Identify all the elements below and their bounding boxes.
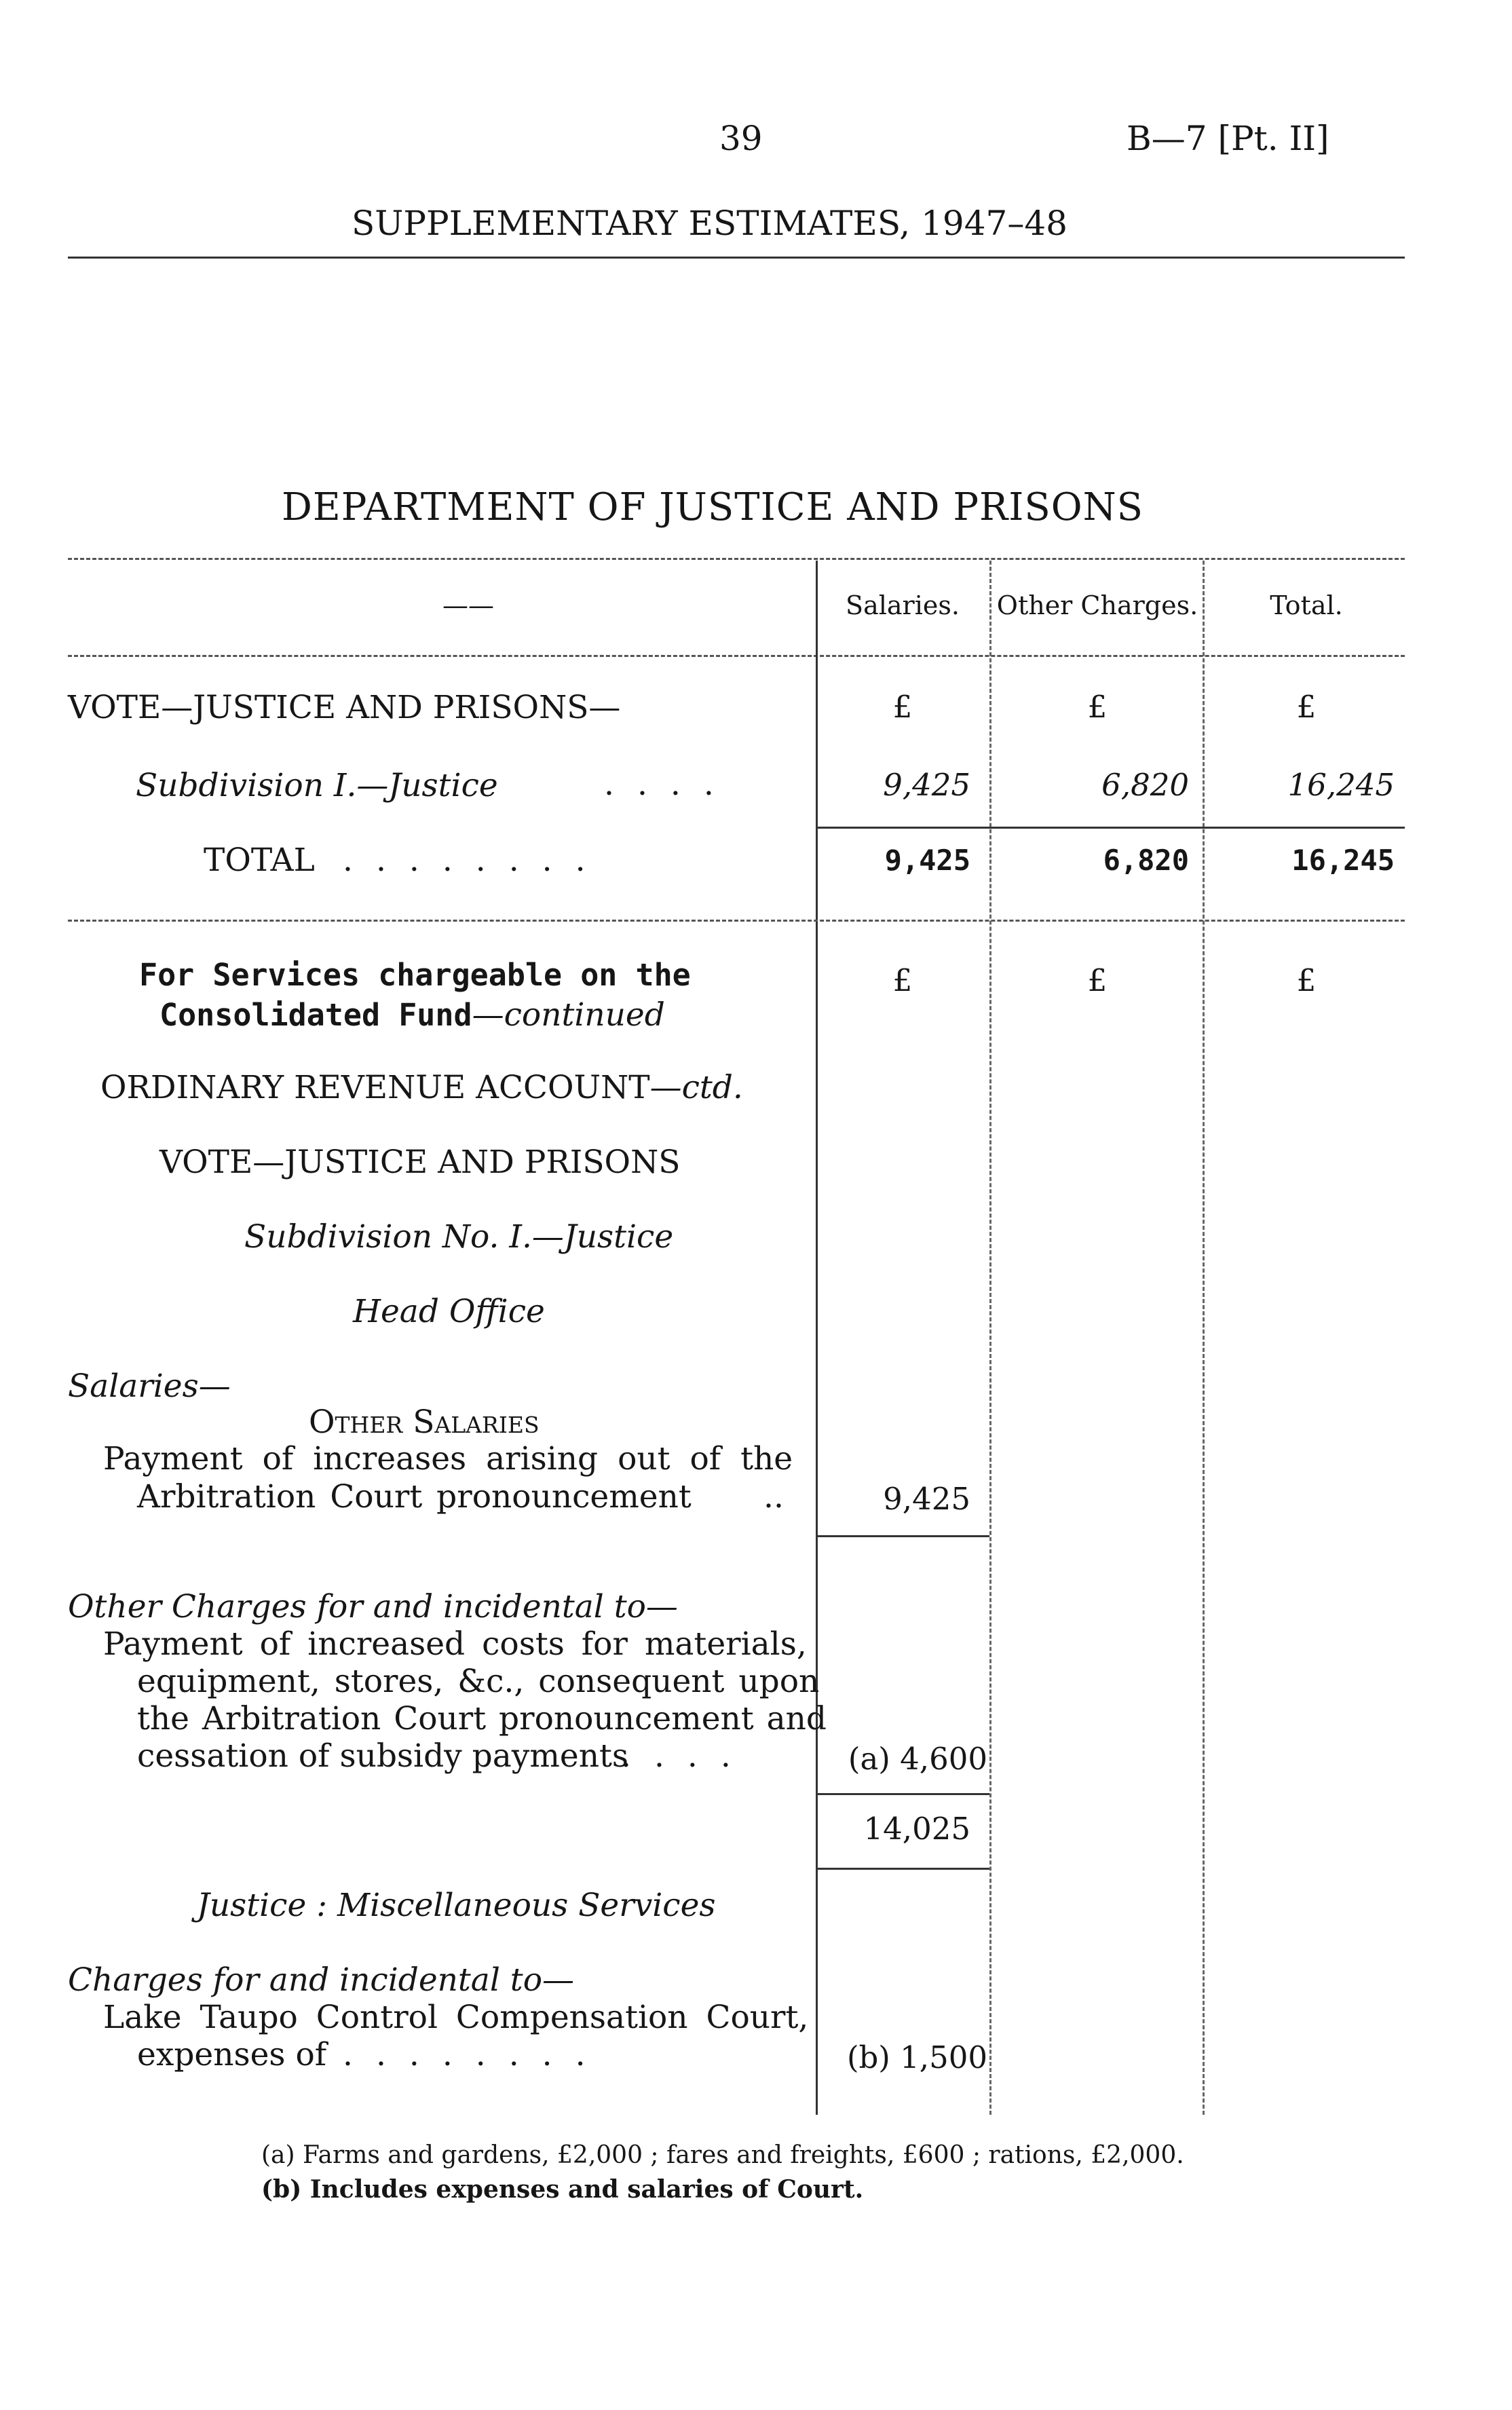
summary-total-other: 6,820 — [1103, 844, 1189, 877]
column-line-2 — [989, 561, 991, 2115]
summary-subdivision-total: 16,245 — [1287, 767, 1395, 803]
salaries-label: Salaries— — [68, 1368, 231, 1405]
salaries-amount: 9,425 — [883, 1481, 970, 1517]
summary-subdivision-salaries: 9,425 — [883, 767, 970, 803]
head-office-subtotal: 14,025 — [863, 1811, 970, 1847]
summary-total-rule — [818, 827, 1405, 829]
summary-subdivision-leader: .... — [604, 766, 737, 803]
head-office-heading: Head Office — [353, 1293, 545, 1330]
lake-taupo-leader: ........ — [343, 2036, 609, 2073]
ordinary-revenue-heading — [100, 1069, 743, 1106]
other-charges-line-4: cessation of subsidy payments — [137, 1737, 628, 1775]
lake-taupo-line-2: expenses of — [137, 2036, 327, 2073]
services-heading-continued: —continued — [472, 996, 665, 1034]
table-top-rule — [68, 558, 1405, 560]
ordinary-revenue-text: ORDINARY REVENUE ACCOUNT — [100, 1069, 650, 1106]
ordinary-revenue-ctd: —ctd. — [649, 1069, 743, 1106]
summary-total-leader: ........ — [343, 842, 609, 879]
other-charges-rule — [818, 1793, 989, 1795]
footnote-a: (a) Farms and gardens, £2,000 ; fares and freights, £600 ; rations, £2,000. — [261, 2141, 1184, 2169]
salaries-description-line-1: Payment of increases arising out of the — [103, 1440, 793, 1477]
footnote-b: (b) Includes expenses and salaries of Court. — [261, 2175, 864, 2204]
department-heading: DEPARTMENT OF JUSTICE AND PRISONS — [282, 485, 1144, 529]
summary-pound-other: £ — [1087, 689, 1108, 725]
other-charges-label: Other Charges for and incidental to— — [68, 1588, 678, 1625]
summary-total-total: 16,245 — [1291, 844, 1395, 877]
lake-taupo-amount: (b) 1,500 — [846, 2039, 987, 2075]
summary-subdivision-other: 6,820 — [1101, 767, 1189, 803]
summary-subdivision-label: Subdivision I.—Justice — [136, 767, 498, 804]
column-header-other-charges: Other Charges. — [996, 590, 1198, 620]
other-charges-leader: .... — [621, 1737, 754, 1775]
other-charges-line-3: the Arbitration Court pronouncement and — [137, 1700, 827, 1737]
other-charges-line-2: equipment, stores, &c., consequent upon — [137, 1663, 820, 1700]
summary-pound-total: £ — [1296, 689, 1317, 725]
detail-pound-salaries: £ — [892, 962, 913, 998]
charges-label: Charges for and incidental to— — [68, 1961, 574, 1999]
page-reference: B—7 [Pt. II] — [1127, 119, 1329, 158]
other-charges-line-1: Payment of increased costs for materials, — [103, 1625, 807, 1663]
summary-pound-salaries: £ — [892, 689, 913, 725]
column-header-blank: —— — [442, 590, 494, 620]
detail-pound-total: £ — [1296, 962, 1317, 998]
detail-subdivision-heading: Subdivision No. I.—Justice — [244, 1218, 674, 1256]
page-number: 39 — [719, 119, 763, 158]
services-heading-fund: Consolidated Fund — [159, 997, 472, 1033]
summary-total-label: TOTAL — [204, 842, 315, 879]
page-title: SUPPLEMENTARY ESTIMATES, 1947–48 — [352, 204, 1067, 243]
summary-vote-label: VOTE—JUSTICE AND PRISONS— — [68, 689, 621, 726]
salaries-description-line-2: Arbitration Court pronouncement — [137, 1478, 692, 1515]
misc-services-heading: Justice : Miscellaneous Services — [197, 1887, 716, 1924]
column-header-total: Total. — [1270, 590, 1343, 620]
header-rule — [68, 257, 1405, 259]
subtotal-rule — [818, 1868, 989, 1870]
salaries-amount-rule — [818, 1535, 989, 1537]
column-header-salaries: Salaries. — [846, 590, 960, 620]
lake-taupo-line-1: Lake Taupo Control Compensation Court, — [103, 1999, 809, 2036]
column-line-3 — [1203, 561, 1205, 2115]
other-salaries-heading: Other Salaries — [309, 1404, 540, 1441]
detail-pound-other: £ — [1087, 962, 1108, 998]
salaries-leader: .. — [763, 1478, 784, 1515]
other-charges-amount: (a) 4,600 — [848, 1741, 987, 1777]
services-heading-line-2 — [159, 996, 665, 1034]
summary-total-salaries: 9,425 — [884, 844, 970, 877]
services-heading-line-1: For Services chargeable on the — [139, 957, 691, 993]
summary-bottom-rule — [68, 920, 1405, 922]
detail-vote-heading: VOTE—JUSTICE AND PRISONS — [159, 1144, 681, 1181]
